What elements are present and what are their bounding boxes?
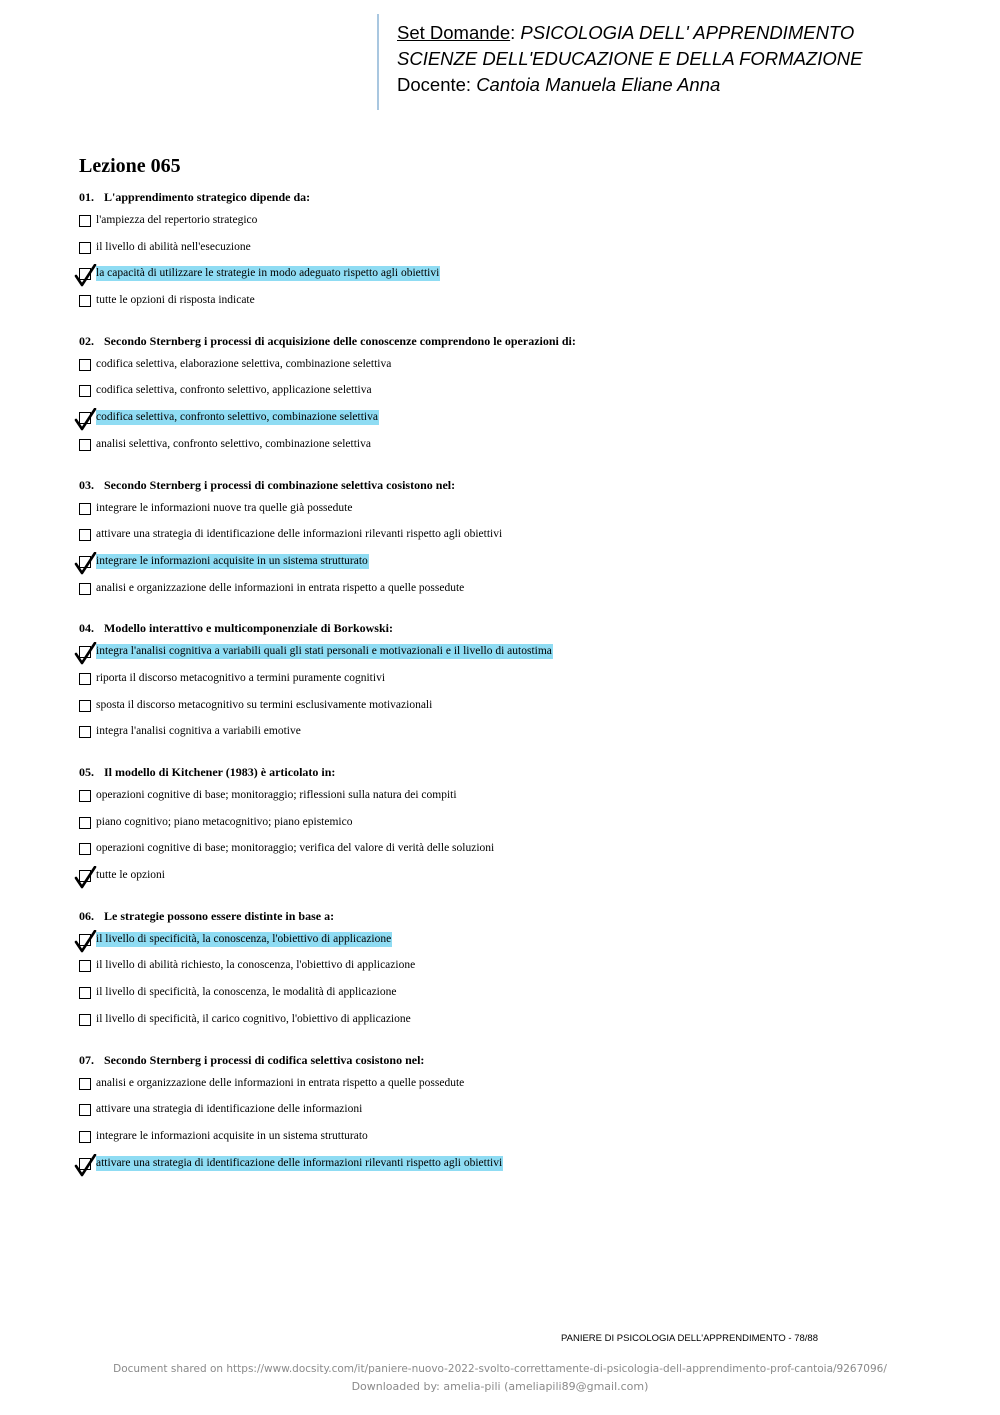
answer-text: sposta il discorso metacognitivo su termini esclusivamente motivazionali [96, 698, 433, 711]
question-block [79, 760, 959, 891]
answer-checkbox[interactable] [79, 583, 91, 595]
question-text: Il modello di Kitchener (1983) è articolato in: [104, 765, 336, 779]
answer-text: attivare una strategia di identificazione delle informazioni rilevanti rispetto agli obiettivi [96, 1156, 503, 1169]
answer-option[interactable] [79, 837, 959, 864]
question-number: 02. [79, 333, 94, 348]
checkmark-icon [74, 1154, 100, 1178]
answer-text: il livello di specificità, la conoscenza, le modalità di applicazione [96, 986, 397, 999]
answer-option[interactable] [79, 784, 959, 811]
question-block [79, 329, 959, 460]
document-header [377, 14, 937, 110]
question-block [79, 616, 959, 747]
answer-text: il livello di abilità richiesto, la conoscenza, l'obiettivo di applicazione [96, 959, 416, 972]
answer-option[interactable] [79, 928, 959, 955]
answer-checkbox[interactable] [79, 1014, 91, 1026]
answer-option[interactable] [79, 433, 959, 460]
header-set-line [397, 20, 937, 46]
answer-option[interactable] [79, 406, 959, 433]
question-heading [79, 329, 959, 353]
answer-text: codifica selettiva, confronto selettivo, combinazione selettiva [96, 411, 378, 424]
question-text: Secondo Sternberg i processi di codifica selettiva cosistono nel: [104, 1052, 425, 1067]
answer-text: codifica selettiva, confronto selettivo, applicazione selettiva [96, 384, 372, 397]
answer-option[interactable] [79, 236, 959, 263]
shared-notice: Document shared on https://www.docsity.com/it/paniere-nuovo-2022-svolto-correttamente-di-psicologia-dell-apprendimento-prof-cantoia/9267096/ [113, 1363, 887, 1375]
answer-option[interactable] [79, 1072, 959, 1099]
answer-option[interactable] [79, 1125, 959, 1152]
answer-option[interactable] [79, 289, 959, 316]
question-heading [79, 760, 959, 784]
answer-checkbox[interactable] [79, 726, 91, 738]
set-value: PSICOLOGIA DELL' APPRENDIMENTO [520, 22, 855, 43]
question-block [79, 1048, 959, 1179]
answer-option[interactable] [79, 550, 959, 577]
answer-checkbox[interactable] [79, 673, 91, 685]
answer-checkbox[interactable] [79, 215, 91, 227]
question-block [79, 185, 959, 316]
answer-text: integrare le informazioni nuove tra quelle già possedute [96, 501, 353, 514]
answer-text: attivare una strategia di identificazione delle informazioni rilevanti rispetto agli obiettivi [96, 528, 503, 541]
question-number: 07. [79, 1052, 94, 1067]
answer-option[interactable] [79, 262, 959, 289]
docente-label: Docente: [397, 74, 477, 95]
answer-checkbox[interactable] [79, 843, 91, 855]
answer-option[interactable] [79, 864, 959, 891]
question-text: Modello interattivo e multicomponenziale di Borkowski: [104, 621, 393, 636]
question-number: 05. [79, 765, 94, 779]
question-block [79, 473, 959, 604]
question-heading [79, 473, 959, 497]
answer-text: integra l'analisi cognitiva a variabili emotive [96, 725, 301, 738]
answer-text: l'ampiezza del repertorio strategico [96, 214, 258, 226]
answer-option[interactable] [79, 353, 959, 380]
answer-checkbox[interactable] [79, 1078, 91, 1090]
answer-option[interactable] [79, 720, 959, 747]
answer-option[interactable] [79, 577, 959, 604]
answer-text: analisi e organizzazione delle informazioni in entrata rispetto a quelle possedute [96, 1076, 465, 1089]
answer-option[interactable] [79, 1098, 959, 1125]
answer-text: riporta il discorso metacognitivo a termini puramente cognitivi [96, 671, 386, 684]
docente-name: Cantoia Manuela Eliane Anna [476, 74, 721, 95]
checkmark-icon [74, 552, 100, 576]
answer-text: piano cognitivo; piano metacognitivo; piano epistemico [96, 815, 353, 828]
answer-option[interactable] [79, 379, 959, 406]
question-heading [79, 185, 959, 209]
answer-checkbox[interactable] [79, 295, 91, 307]
question-text: Le strategie possono essere distinte in base a: [104, 908, 335, 923]
header-course-line [397, 46, 937, 72]
question-block [79, 904, 959, 1035]
answer-checkbox[interactable] [79, 529, 91, 541]
answer-text: analisi e organizzazione delle informazioni in entrata rispetto a quelle possedute [96, 581, 465, 594]
downloaded-notice: Downloaded by: amelia-pili (ameliapili89@gmail.com) [351, 1380, 649, 1393]
question-heading [79, 616, 959, 640]
answer-option[interactable] [79, 694, 959, 721]
answer-checkbox[interactable] [79, 790, 91, 802]
question-text: Secondo Sternberg i processi di acquisizione delle conoscenze comprendono le operazioni di: [104, 333, 576, 348]
question-list [79, 185, 959, 1191]
answer-text: operazioni cognitive di base; monitoraggio; riflessioni sulla natura dei compiti [96, 789, 457, 801]
header-docente-line [397, 72, 937, 98]
answer-text: il livello di specificità, la conoscenza, l'obiettivo di applicazione [96, 932, 392, 945]
answer-option[interactable] [79, 209, 959, 236]
question-heading [79, 1048, 959, 1072]
answer-text: tutte le opzioni [96, 869, 165, 882]
answer-option[interactable] [79, 640, 959, 667]
question-number: 04. [79, 621, 94, 636]
question-number: 01. [79, 190, 94, 204]
answer-text: operazioni cognitive di base; monitoraggio; verifica del valore di verità delle soluzioni [96, 842, 495, 855]
answer-text: analisi selettiva, confronto selettivo, combinazione selettiva [96, 437, 371, 450]
answer-text: il livello di abilità nell'esecuzione [96, 240, 251, 253]
answer-text: la capacità di utilizzare le strategie in modo adeguato rispetto agli obiettivi [96, 267, 440, 280]
answer-checkbox[interactable] [79, 359, 91, 371]
answer-checkbox[interactable] [79, 385, 91, 397]
answer-option[interactable] [79, 954, 959, 981]
question-text: Secondo Sternberg i processi di combinazione selettiva cosistono nel: [104, 477, 456, 492]
page-footer: PANIERE DI PSICOLOGIA DELL'APPRENDIMENTO - 78/88 [561, 1333, 818, 1344]
answer-text: il livello di specificità, il carico cognitivo, l'obiettivo di applicazione [96, 1012, 411, 1025]
answer-text: integra l'analisi cognitiva a variabili quali gli stati personali e motivazionali e il livello di autostima [96, 645, 552, 658]
checkmark-icon [74, 264, 100, 288]
answer-option[interactable] [79, 811, 959, 838]
answer-checkbox[interactable] [79, 1104, 91, 1116]
answer-checkbox[interactable] [79, 987, 91, 999]
lesson-title: Lezione 065 [79, 155, 181, 177]
answer-checkbox[interactable] [79, 503, 91, 515]
answer-option[interactable] [79, 981, 959, 1008]
answer-checkbox[interactable] [79, 817, 91, 829]
set-separator: : [510, 22, 521, 43]
answer-checkbox[interactable] [79, 1131, 91, 1143]
answer-option[interactable] [79, 1152, 959, 1179]
answer-text: integrare le informazioni acquisite in un sistema strutturato [96, 554, 368, 567]
answer-checkbox[interactable] [79, 439, 91, 451]
question-text: L'apprendimento strategico dipende da: [104, 190, 311, 204]
set-label: Set Domande [397, 22, 511, 43]
question-heading [79, 904, 959, 928]
answer-text: integrare le informazioni acquisite in un sistema strutturato [96, 1129, 368, 1142]
answer-checkbox[interactable] [79, 700, 91, 712]
answer-text: attivare una strategia di identificazione delle informazioni [96, 1103, 363, 1116]
checkmark-icon [74, 642, 100, 666]
answer-text: codifica selettiva, elaborazione selettiva, combinazione selettiva [96, 357, 392, 370]
question-number: 03. [79, 477, 94, 492]
answer-text: tutte le opzioni di risposta indicate [96, 294, 255, 307]
answer-option[interactable] [79, 667, 959, 694]
course-name: SCIENZE DELL'EDUCAZIONE E DELLA FORMAZIONE [397, 48, 863, 69]
checkmark-icon [74, 930, 100, 954]
answer-option[interactable] [79, 523, 959, 550]
answer-option[interactable] [79, 1008, 959, 1035]
checkmark-icon [74, 866, 100, 890]
answer-checkbox[interactable] [79, 242, 91, 254]
answer-checkbox[interactable] [79, 960, 91, 972]
answer-option[interactable] [79, 497, 959, 524]
question-number: 06. [79, 908, 94, 923]
checkmark-icon [74, 408, 100, 432]
